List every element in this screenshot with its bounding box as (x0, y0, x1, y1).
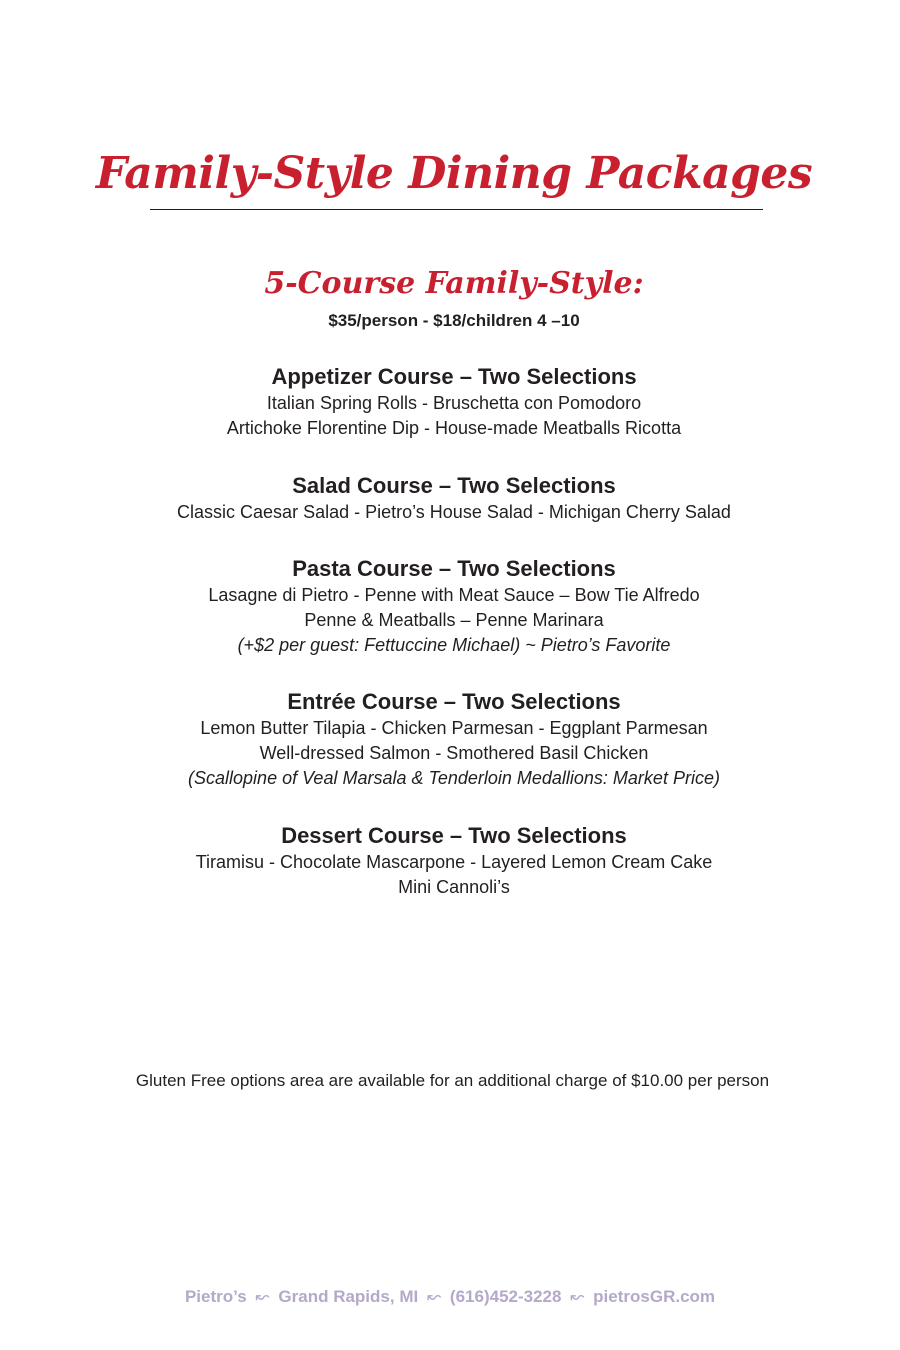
course-salad (0, 472, 900, 525)
course-line: Artichoke Florentine Dip - House-made Meatballs Ricotta (226, 418, 682, 438)
course-entree (0, 688, 900, 791)
course-line: Penne & Meatballs – Penne Marinara (304, 610, 604, 630)
course-dessert (0, 822, 900, 900)
course-note: (+$2 per guest: Fettuccine Michael) ~ Pietro’s Favorite (237, 635, 671, 655)
course-line: Italian Spring Rolls - Bruschetta con Pomodoro (266, 393, 642, 413)
course-note: (Scallopine of Veal Marsala & Tenderloin Medallions: Market Price) (188, 768, 720, 788)
title-divider (150, 209, 763, 210)
course-line: Lasagne di Pietro - Penne with Meat Sauce – Bow Tie Alfredo (208, 585, 700, 605)
flourish-icon: ↜ (426, 1287, 442, 1306)
footer-location: Grand Rapids, MI (278, 1287, 419, 1306)
page-title: Family-Style Dining Packages (95, 148, 813, 199)
course-heading: Dessert Course – Two Selections (281, 823, 627, 848)
course-heading: Entrée Course – Two Selections (287, 689, 621, 714)
course-line: Well-dressed Salmon - Smothered Basil Chicken (259, 743, 649, 763)
flourish-icon: ↜ (570, 1287, 585, 1306)
package-title: 5-Course Family-Style: (264, 266, 644, 301)
footer-restaurant-name: Pietro’s (184, 1287, 247, 1306)
course-heading: Appetizer Course – Two Selections (271, 364, 637, 389)
gluten-free-note: Gluten Free options area are available for an additional charge of $10.00 per person (135, 1071, 770, 1090)
course-line: Mini Cannoli’s (398, 877, 510, 897)
course-line: Tiramisu - Chocolate Mascarpone - Layered Lemon Cream Cake (195, 852, 713, 872)
course-appetizer (0, 363, 900, 441)
footer-contact (0, 1287, 900, 1307)
package-price: $35/person - $18/children 4 –10 (328, 311, 580, 330)
footer-phone: (616)452-3228 (449, 1287, 562, 1306)
course-line: Lemon Butter Tilapia - Chicken Parmesan - Eggplant Parmesan (200, 718, 708, 738)
course-pasta (0, 555, 900, 658)
course-line: Classic Caesar Salad - Pietro’s House Salad - Michigan Cherry Salad (177, 502, 731, 522)
footer-website: pietrosGR.com (593, 1287, 716, 1306)
course-heading: Pasta Course – Two Selections (292, 556, 616, 581)
flourish-icon: ↜ (255, 1287, 270, 1306)
course-heading: Salad Course – Two Selections (292, 473, 616, 498)
